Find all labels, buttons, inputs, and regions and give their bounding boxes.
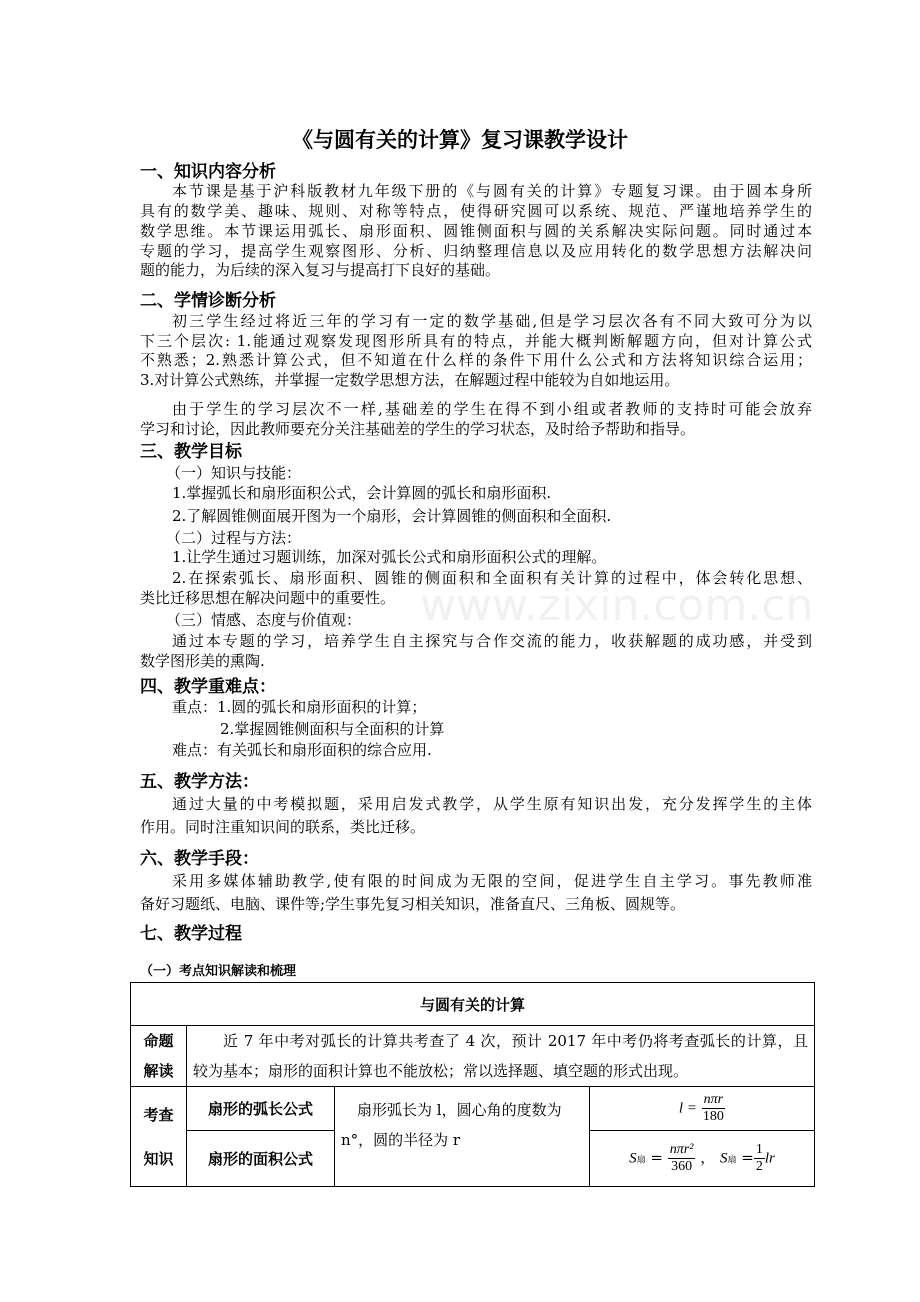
- paragraph-line: 数学思维。本节课运用弧长、扇形面积、圆锥侧面积与圆的关系解决实际问题。同时通过本: [140, 222, 812, 240]
- subsection-heading: （一）考点知识解读和梳理: [140, 964, 297, 979]
- exam-analysis: 近 7 年中考对弧长的计算共考查了 4 次，预计 2017 年中考仍将考查弧长的计算，且 较为基本；扇形的面积计算也不能放松；常以选择题、填空题的形式出现。: [187, 1026, 815, 1087]
- key-point: 重点：1.圆的弧长和扇形面积的计算；: [172, 698, 427, 716]
- paragraph-line: 数学图形美的熏陶.: [140, 652, 265, 670]
- subheading: （二）过程与方法：: [166, 529, 302, 547]
- formula-description: 扇形弧长为 l，圆心角的度数为 n°，圆的半径为 r: [335, 1087, 590, 1187]
- section-heading: 七、教学过程: [140, 924, 242, 944]
- subheading: （三）情感、态度与价值观：: [166, 611, 362, 629]
- list-item: 类比迁移思想在解决问题中的重要性。: [140, 589, 396, 607]
- paragraph-line: 通过大量的中考模拟题，采用启发式教学，从学生原有知识出发，充分发挥学生的主体: [172, 795, 812, 813]
- paragraph-line: 作用。同时注重知识间的联系，类比迁移。: [140, 818, 426, 836]
- paragraph-line: 题的能力，为后续的深入复习与提高打下良好的基础。: [140, 261, 501, 279]
- paragraph-line: 本节课是基于沪科版教材九年级下册的《与圆有关的计算》专题复习课。由于圆本身所: [172, 182, 812, 200]
- paragraph-line: 学习和讨论，因此教师要充分关注基础差的学生的学习状态，及时给予帮助和指导。: [140, 420, 696, 438]
- paragraph-line: 通过本专题的学习，培养学生自主探究与合作交流的能力，收获解题的成功感，并受到: [172, 632, 812, 650]
- arc-length-formula-label: 扇形的弧长公式: [187, 1087, 335, 1131]
- section-heading: 四、教学重难点：: [140, 677, 276, 697]
- paragraph-line: 由于学生的学习层次不一样,基础差的学生在得不到小组或者教师的支持时可能会放弃: [172, 400, 812, 418]
- row-label: 考查 知识: [131, 1087, 187, 1187]
- subheading: （一）知识与技能：: [166, 464, 302, 482]
- sector-area-formula: S扇 = $\frac{\text{nπr²}}{360}$ ， S扇 = $\frac{1}{2}$ lr: [590, 1131, 815, 1187]
- document-title: 《与圆有关的计算》复习课教学设计: [292, 128, 628, 152]
- paragraph-line: 具有的数学美、趣味、规则、对称等特点，使得研究圆可以系统、规范、严谨地培养学生的: [140, 202, 812, 220]
- sector-area-formula-label: 扇形的面积公式: [187, 1131, 335, 1187]
- section-heading: 二、学情诊断分析: [140, 291, 276, 311]
- row-label: 命题 解读: [131, 1026, 187, 1087]
- section-heading: 五、教学方法：: [140, 772, 259, 792]
- list-item: 1.让学生通过习题训练，加深对弧长公式和扇形面积公式的理解。: [172, 548, 607, 566]
- list-item: 2.在探索弧长、扇形面积、圆锥的侧面积和全面积有关计算的过程中，体会转化思想、: [172, 569, 812, 587]
- paragraph-line: 采用多媒体辅助教学,使有限的时间成为无限的空间，促进学生自主学习。事先教师准: [172, 872, 812, 890]
- paragraph-line: 3.对计算公式熟练，并掌握一定数学思想方法，在解题过程中能较为自如地运用。: [140, 371, 680, 389]
- paragraph-line: 不熟悉；2.熟悉计算公式，但不知道在什么样的条件下用什么公式和方法将知识综合运用；: [140, 351, 812, 369]
- section-heading: 三、教学目标: [140, 442, 242, 462]
- section-heading: 一、知识内容分析: [140, 162, 276, 182]
- list-item: 1.掌握弧长和扇形面积公式，会计算圆的弧长和扇形面积.: [172, 484, 552, 502]
- difficult-point: 难点：有关弧长和扇形面积的综合应用.: [172, 741, 432, 759]
- key-point: 2.掌握圆锥侧面积与全面积的计算: [220, 720, 445, 738]
- paragraph-line: 下三个层次: 1.能通过观察发现图形所具有的特点，并能大概判断解题方向，但对计算公式: [140, 332, 812, 350]
- paragraph-line: 初三学生经过将近三年的学习有一定的数学基础,但是学习层次各有不同大致可分为以: [172, 312, 812, 330]
- table-header: 与圆有关的计算: [131, 983, 815, 1026]
- knowledge-table: [130, 982, 815, 1187]
- watermark: www.zixin.com.cn: [420, 580, 814, 631]
- paragraph-line: 专题的学习，提高学生观察图形、分析、归纳整理信息以及应用转化的数学思想方法解决问: [140, 242, 812, 260]
- paragraph-line: 备好习题纸、电脑、课件等;学生事先复习相关知识，准备直尺、三角板、圆规等。: [140, 895, 686, 913]
- arc-length-formula: l = $\frac{\text{nπr}}{180}$: [590, 1087, 815, 1131]
- section-heading: 六、教学手段：: [140, 849, 259, 869]
- list-item: 2.了解圆锥侧面展开图为一个扇形，会计算圆锥的侧面积和全面积.: [172, 507, 612, 525]
